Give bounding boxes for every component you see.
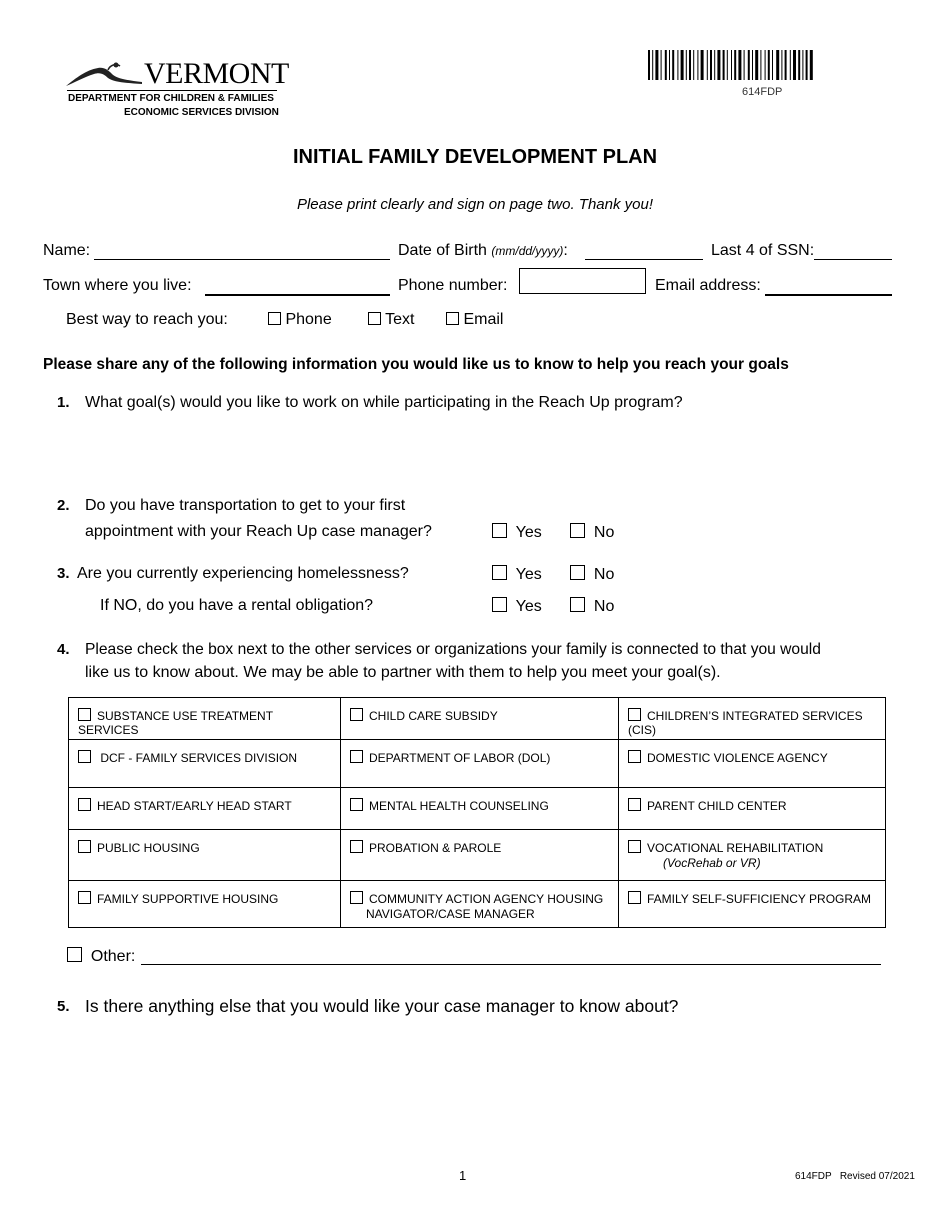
contact-option-label: Phone	[285, 311, 332, 328]
contact-option-label: Email	[463, 311, 504, 328]
question-3-number: 3.	[57, 565, 70, 582]
dob-label-text: Date of Birth	[398, 242, 487, 259]
service-cell[interactable]	[341, 740, 619, 788]
page-number: 1	[459, 1168, 467, 1183]
checkbox[interactable]	[492, 597, 507, 612]
question-1-text: What goal(s) would you like to work on while participating in the Reach Up program?	[85, 394, 683, 411]
checkbox[interactable]	[492, 523, 507, 538]
service-sub-label: NAVIGATOR/CASE MANAGER	[366, 907, 535, 921]
name-field[interactable]	[94, 259, 390, 260]
yes-label: Yes	[515, 566, 542, 583]
service-cell[interactable]	[619, 830, 886, 881]
service-cell[interactable]	[69, 698, 341, 740]
services-row	[69, 788, 886, 830]
service-label: COMMUNITY ACTION AGENCY HOUSING	[369, 892, 604, 906]
service-label: FAMILY SUPPORTIVE HOUSING	[97, 892, 279, 906]
town-label: Town where you live:	[43, 277, 192, 294]
question-3-yes[interactable]	[492, 565, 542, 584]
service-cell[interactable]	[69, 830, 341, 881]
contact-option-label: Text	[385, 311, 415, 328]
no-label: No	[593, 598, 615, 615]
question-1-answer-area[interactable]	[85, 420, 885, 490]
service-label: CHILDREN’S INTEGRATED SERVICES (CIS)	[628, 709, 863, 737]
yes-label: Yes	[515, 524, 542, 541]
service-cell[interactable]	[341, 698, 619, 740]
question-1-number: 1.	[57, 394, 70, 411]
question-4-number: 4.	[57, 641, 70, 658]
service-cell[interactable]	[69, 881, 341, 928]
question-4-line2: like us to know about. We may be able to partner with them to help you meet your goal(s).	[85, 664, 721, 681]
services-table	[68, 697, 886, 928]
no-label: No	[593, 524, 615, 541]
service-label: MENTAL HEALTH COUNSELING	[369, 799, 549, 813]
question-2-yes[interactable]	[492, 523, 542, 542]
service-label: PUBLIC HOUSING	[97, 841, 200, 855]
service-label: DEPARTMENT OF LABOR (DOL)	[369, 751, 551, 765]
question-2-line2: appointment with your Reach Up case manager?	[85, 523, 432, 540]
vermont-wordmark: VERMONT	[144, 57, 289, 90]
form-revision: 614FDP Revised 07/2021	[795, 1171, 915, 1182]
dob-label	[398, 242, 568, 260]
checkbox[interactable]	[628, 840, 641, 853]
question-4-line1: Please check the box next to the other services or organizations your family is connected to that you would	[85, 641, 821, 658]
services-row	[69, 698, 886, 740]
question-2-line1: Do you have transportation to get to your first	[85, 497, 406, 514]
services-row	[69, 740, 886, 788]
question-2-no[interactable]	[570, 523, 614, 542]
checkbox[interactable]	[350, 798, 363, 811]
contact-option-text[interactable]	[368, 311, 415, 329]
service-label: PARENT CHILD CENTER	[647, 799, 787, 813]
page-subtitle: Please print clearly and sign on page two. Thank you!	[296, 196, 654, 213]
service-sub-label: (VocRehab or VR)	[663, 856, 761, 870]
checkbox[interactable]	[446, 312, 459, 325]
checkbox[interactable]	[368, 312, 381, 325]
checkbox[interactable]	[628, 750, 641, 763]
question-3-sub-yes[interactable]	[492, 597, 542, 616]
name-label: Name:	[43, 242, 91, 259]
service-cell[interactable]	[619, 698, 886, 740]
town-field[interactable]	[205, 294, 390, 296]
phone-field[interactable]	[519, 268, 646, 294]
division-name: ECONOMIC SERVICES DIVISION	[124, 107, 279, 118]
service-label: VOCATIONAL REHABILITATION	[647, 841, 824, 855]
contact-option-phone[interactable]	[268, 311, 332, 329]
checkbox[interactable]	[268, 312, 281, 325]
checkbox[interactable]	[78, 891, 91, 904]
department-name: DEPARTMENT FOR CHILDREN & FAMILIES	[68, 93, 274, 104]
checkbox[interactable]	[350, 708, 363, 721]
service-label: CHILD CARE SUBSIDY	[369, 709, 498, 723]
dob-format: (mm/dd/yyyy)	[491, 244, 564, 258]
service-label: FAMILY SELF-SUFFICIENCY PROGRAM	[647, 892, 872, 906]
yes-label: Yes	[515, 598, 542, 615]
checkbox[interactable]	[78, 798, 91, 811]
checkbox[interactable]	[570, 523, 585, 538]
question-5-number: 5.	[57, 998, 70, 1015]
section-intro: Please share any of the following information you would like us to know to help you reach your goals	[43, 356, 789, 373]
service-cell[interactable]	[69, 788, 341, 830]
service-label: SUBSTANCE USE TREATMENT SERVICES	[78, 709, 273, 737]
contact-option-email[interactable]	[446, 311, 503, 329]
checkbox[interactable]	[628, 891, 641, 904]
services-row	[69, 830, 886, 881]
ssn-field[interactable]	[814, 259, 892, 260]
page-title: INITIAL FAMILY DEVELOPMENT PLAN	[292, 146, 658, 168]
question-5-answer-area[interactable]	[85, 1025, 885, 1145]
service-cell[interactable]	[619, 788, 886, 830]
checkbox[interactable]	[492, 565, 507, 580]
checkbox[interactable]	[78, 840, 91, 853]
service-label: DOMESTIC VIOLENCE AGENCY	[647, 751, 828, 765]
service-cell[interactable]	[341, 830, 619, 881]
checkbox[interactable]	[78, 708, 91, 721]
checkbox[interactable]	[67, 947, 82, 962]
service-cell[interactable]	[69, 740, 341, 788]
service-cell[interactable]	[619, 740, 886, 788]
checkbox[interactable]	[628, 798, 641, 811]
mountain-bird-icon	[64, 60, 144, 90]
service-label: DCF - FAMILY SERVICES DIVISION	[97, 751, 298, 765]
dob-colon: :	[563, 242, 568, 259]
other-field[interactable]	[141, 964, 881, 965]
ssn-label: Last 4 of SSN:	[711, 242, 815, 259]
question-3-sub-no[interactable]	[570, 597, 614, 616]
email-field[interactable]	[765, 294, 892, 296]
contact-label: Best way to reach you:	[66, 311, 228, 328]
phone-label: Phone number:	[398, 277, 508, 294]
service-cell[interactable]	[341, 881, 619, 928]
checkbox[interactable]	[350, 840, 363, 853]
checkbox[interactable]	[350, 891, 363, 904]
other-option[interactable]	[67, 947, 135, 966]
service-label: HEAD START/EARLY HEAD START	[97, 799, 292, 813]
question-3-no[interactable]	[570, 565, 614, 584]
checkbox[interactable]	[570, 565, 585, 580]
barcode	[648, 50, 890, 80]
service-label: PROBATION & PAROLE	[369, 841, 502, 855]
checkbox[interactable]	[570, 597, 585, 612]
question-5-text: Is there anything else that you would like your case manager to know about?	[85, 996, 679, 1016]
email-label: Email address:	[655, 277, 761, 294]
other-label: Other:	[90, 948, 136, 965]
checkbox[interactable]	[78, 750, 91, 763]
no-label: No	[593, 566, 615, 583]
question-2-number: 2.	[57, 497, 70, 514]
services-row	[69, 881, 886, 928]
form-code: 614FDP	[742, 86, 783, 98]
dob-field[interactable]	[585, 259, 703, 260]
vermont-logo	[64, 57, 289, 122]
service-cell[interactable]	[619, 881, 886, 928]
checkbox[interactable]	[350, 750, 363, 763]
barcode-icon	[648, 50, 890, 80]
checkbox[interactable]	[628, 708, 641, 721]
service-cell[interactable]	[341, 788, 619, 830]
question-3-text: Are you currently experiencing homelessness?	[77, 565, 409, 582]
question-3-sub: If NO, do you have a rental obligation?	[100, 597, 374, 614]
